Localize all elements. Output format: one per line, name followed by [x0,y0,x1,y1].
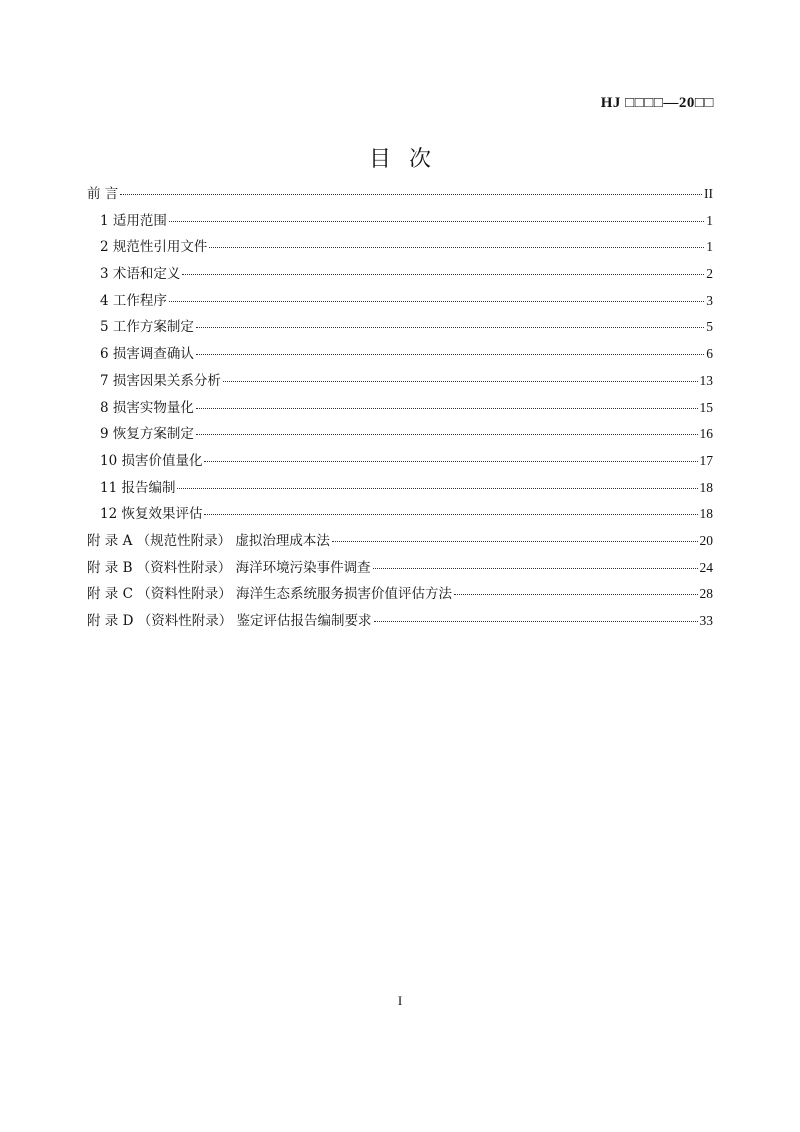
toc-entry-page: 18 [699,479,713,495]
toc-entry[interactable] [87,289,713,316]
toc-entry-page: 16 [699,426,713,442]
toc-entry[interactable] [87,342,713,369]
toc-entry[interactable] [87,182,713,209]
toc-leader-dots [373,568,698,569]
toc-leader-dots [332,541,698,542]
toc-entry-label: 6 损害调查确认 [100,346,194,363]
toc-entry-label: 附 录 B （资料性附录） 海洋环境污染事件调查 [87,559,371,576]
toc-leader-dots [374,621,698,622]
toc-entry[interactable] [87,422,713,449]
toc-entry-page: 13 [699,372,713,388]
toc-entry[interactable] [87,609,713,636]
toc-leader-dots [196,408,698,409]
toc-entry-label: 7 损害因果关系分析 [100,372,221,389]
toc-entry[interactable] [87,582,713,609]
toc-leader-dots [196,434,698,435]
toc-entry-page: 24 [699,559,713,575]
toc-entry[interactable] [87,396,713,423]
toc-entry-page: 15 [699,399,713,415]
toc-entry-page: 1 [706,212,713,228]
toc-entry-page: 20 [699,532,713,548]
toc-entry[interactable] [87,262,713,289]
toc-entry-page: 2 [706,266,713,282]
toc-entry-page: II [704,186,713,201]
toc-title: 目次 [368,147,449,172]
toc-leader-dots [454,594,698,595]
toc-entry-page: 18 [699,506,713,522]
toc-entry-label: 附 录 C （资料性附录） 海洋生态系统服务损害价值评估方法 [87,586,452,603]
page-number: I [397,993,403,1008]
toc-entry-page: 6 [706,346,713,362]
toc-leader-dots [204,514,697,515]
toc-leader-dots [209,247,704,248]
toc-entry-label: 5 工作方案制定 [100,319,194,336]
toc-leader-dots [196,354,704,355]
toc-entry-label: 4 工作程序 [100,292,167,309]
toc-entry-label: 2 规范性引用文件 [100,239,208,256]
toc-entry[interactable] [87,315,713,342]
toc-entry[interactable] [87,529,713,556]
toc-entry-label: 8 损害实物量化 [100,399,194,416]
toc-entry-page: 3 [706,292,713,308]
toc-entry-label: 附 录 D （资料性附录） 鉴定评估报告编制要求 [87,613,372,629]
toc-leader-dots [169,221,704,222]
toc-entry-page: 28 [699,586,713,602]
toc-entry[interactable] [87,209,713,236]
toc-entry[interactable] [87,502,713,529]
toc-leader-dots [196,327,704,328]
toc-entry-label: 11 报告编制 [100,479,176,496]
toc-entry[interactable] [87,369,713,396]
toc-entry-page: 33 [699,613,713,628]
toc-entry-page: 5 [706,319,713,335]
toc-leader-dots [177,488,697,489]
toc-entry-page: 17 [699,452,713,468]
toc-entry-label: 1 适用范围 [100,212,167,229]
toc-entry-label: 附 录 A （规范性附录） 虚拟治理成本法 [87,532,330,549]
toc-leader-dots [120,194,702,195]
toc-leader-dots [204,461,697,462]
toc-entry[interactable] [87,556,713,583]
table-of-contents [87,182,713,636]
toc-leader-dots [223,381,698,382]
toc-entry-label: 10 损害价值量化 [100,452,203,469]
toc-entry-label: 3 术语和定义 [100,266,181,283]
toc-leader-dots [169,301,704,302]
toc-leader-dots [182,274,704,275]
standard-code: HJ □□□□—20□□ [600,95,714,111]
toc-entry-label: 12 恢复效果评估 [100,506,203,523]
toc-entry-label: 9 恢复方案制定 [100,426,194,443]
toc-entry[interactable] [87,449,713,476]
toc-entry[interactable] [87,476,713,503]
toc-entry[interactable] [87,235,713,262]
toc-entry-label: 前 言 [87,186,119,202]
toc-entry-page: 1 [706,239,713,255]
